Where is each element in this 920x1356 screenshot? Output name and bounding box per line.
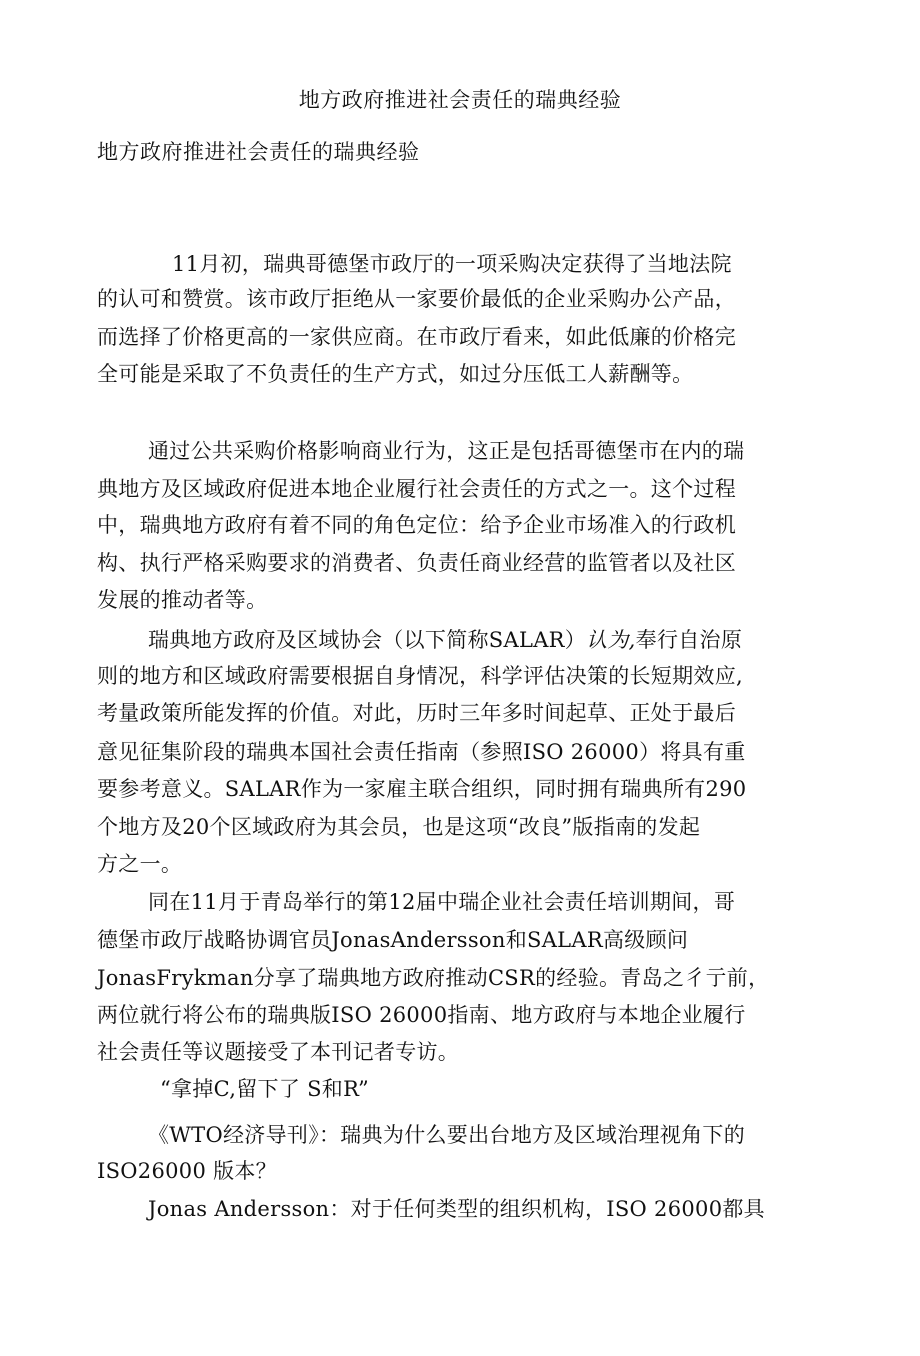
- paragraph-line: 德堡市政厅战略协调官员JonasAndersson和SALAR高级顾问: [97, 928, 689, 952]
- paragraph-line: 的认可和赞赏。该市政厅拒绝从一家要价最低的企业采购办公产品，: [97, 287, 736, 311]
- section-heading: “拿掉C,留下了 S和R”: [160, 1077, 370, 1101]
- paragraph-line: 发展的推动者等。: [97, 588, 268, 612]
- paragraph-line: JonasFrykman分享了瑞典地方政府推动CSR的经验。青岛之彳亍前，: [97, 966, 770, 990]
- document-subtitle: 地方政府推进社会责任的瑞典经验: [97, 140, 420, 164]
- paragraph-line: 社会责任等议题接受了本刊记者专访。: [97, 1040, 460, 1064]
- interview-answer-line: Jonas Andersson：对于任何类型的组织机构，ISO 26000都具: [148, 1197, 765, 1221]
- paragraph-line: 同在11月于青岛举行的第12届中瑞企业社会责任培训期间，哥: [148, 890, 736, 914]
- paragraph-line: 个地方及20个区域政府为其会员，也是这项“改良”版指南的发起: [97, 815, 701, 839]
- paragraph-line: 通过公共采购价格影响商业行为，这正是包括哥德堡市在内的瑞: [148, 439, 745, 463]
- paragraph-line: 构、执行严格采购要求的消费者、负责任商业经营的监管者以及社区: [97, 551, 736, 575]
- paragraph-line: [148, 624, 742, 656]
- paragraph-line: 要参考意义。SALAR作为一家雇主联合组织，同时拥有瑞典所有290: [97, 777, 747, 801]
- paragraph-text: 奉行自治原: [635, 628, 743, 652]
- interview-question-line: 《WTO经济导刊》：瑞典为什么要出台地方及区域治理视角下的: [148, 1123, 746, 1147]
- interview-question-line: ISO26000 版本？: [97, 1159, 277, 1183]
- paragraph-line: 则的地方和区域政府需要根据自身情况，科学评估决策的长短期效应,: [97, 664, 743, 688]
- paragraph-line: 典地方及区域政府促进本地企业履行社会责任的方式之一。这个过程: [97, 477, 736, 501]
- paragraph-line: 考量政策所能发挥的价值。对此，历时三年多时间起草、正处于最后: [97, 701, 736, 725]
- paragraph-line: 中，瑞典地方政府有着不同的角色定位：给予企业市场准入的行政机: [97, 513, 736, 537]
- paragraph-line: 全可能是采取了不负责任的生产方式，如过分压低工人薪酬等。: [97, 362, 694, 386]
- paragraph-text: 瑞典地方政府及区域协会（以下简称SALAR）: [148, 628, 587, 652]
- paragraph-line: 两位就行将公布的瑞典版ISO 26000指南、地方政府与本地企业履行: [97, 1003, 746, 1027]
- paragraph-line: 而选择了价格更高的一家供应商。在市政厅看来，如此低廉的价格完: [97, 325, 736, 349]
- paragraph-line: 11月初，瑞典哥德堡市政厅的一项采购决定获得了当地法院: [172, 252, 732, 276]
- paragraph-line: 意见征集阶段的瑞典本国社会责任指南（参照ISO 26000）将具有重: [97, 740, 746, 764]
- document-title: 地方政府推进社会责任的瑞典经验: [298, 88, 622, 112]
- paragraph-line: 方之一。: [97, 852, 183, 876]
- emphasis-text: 认为,: [586, 628, 636, 652]
